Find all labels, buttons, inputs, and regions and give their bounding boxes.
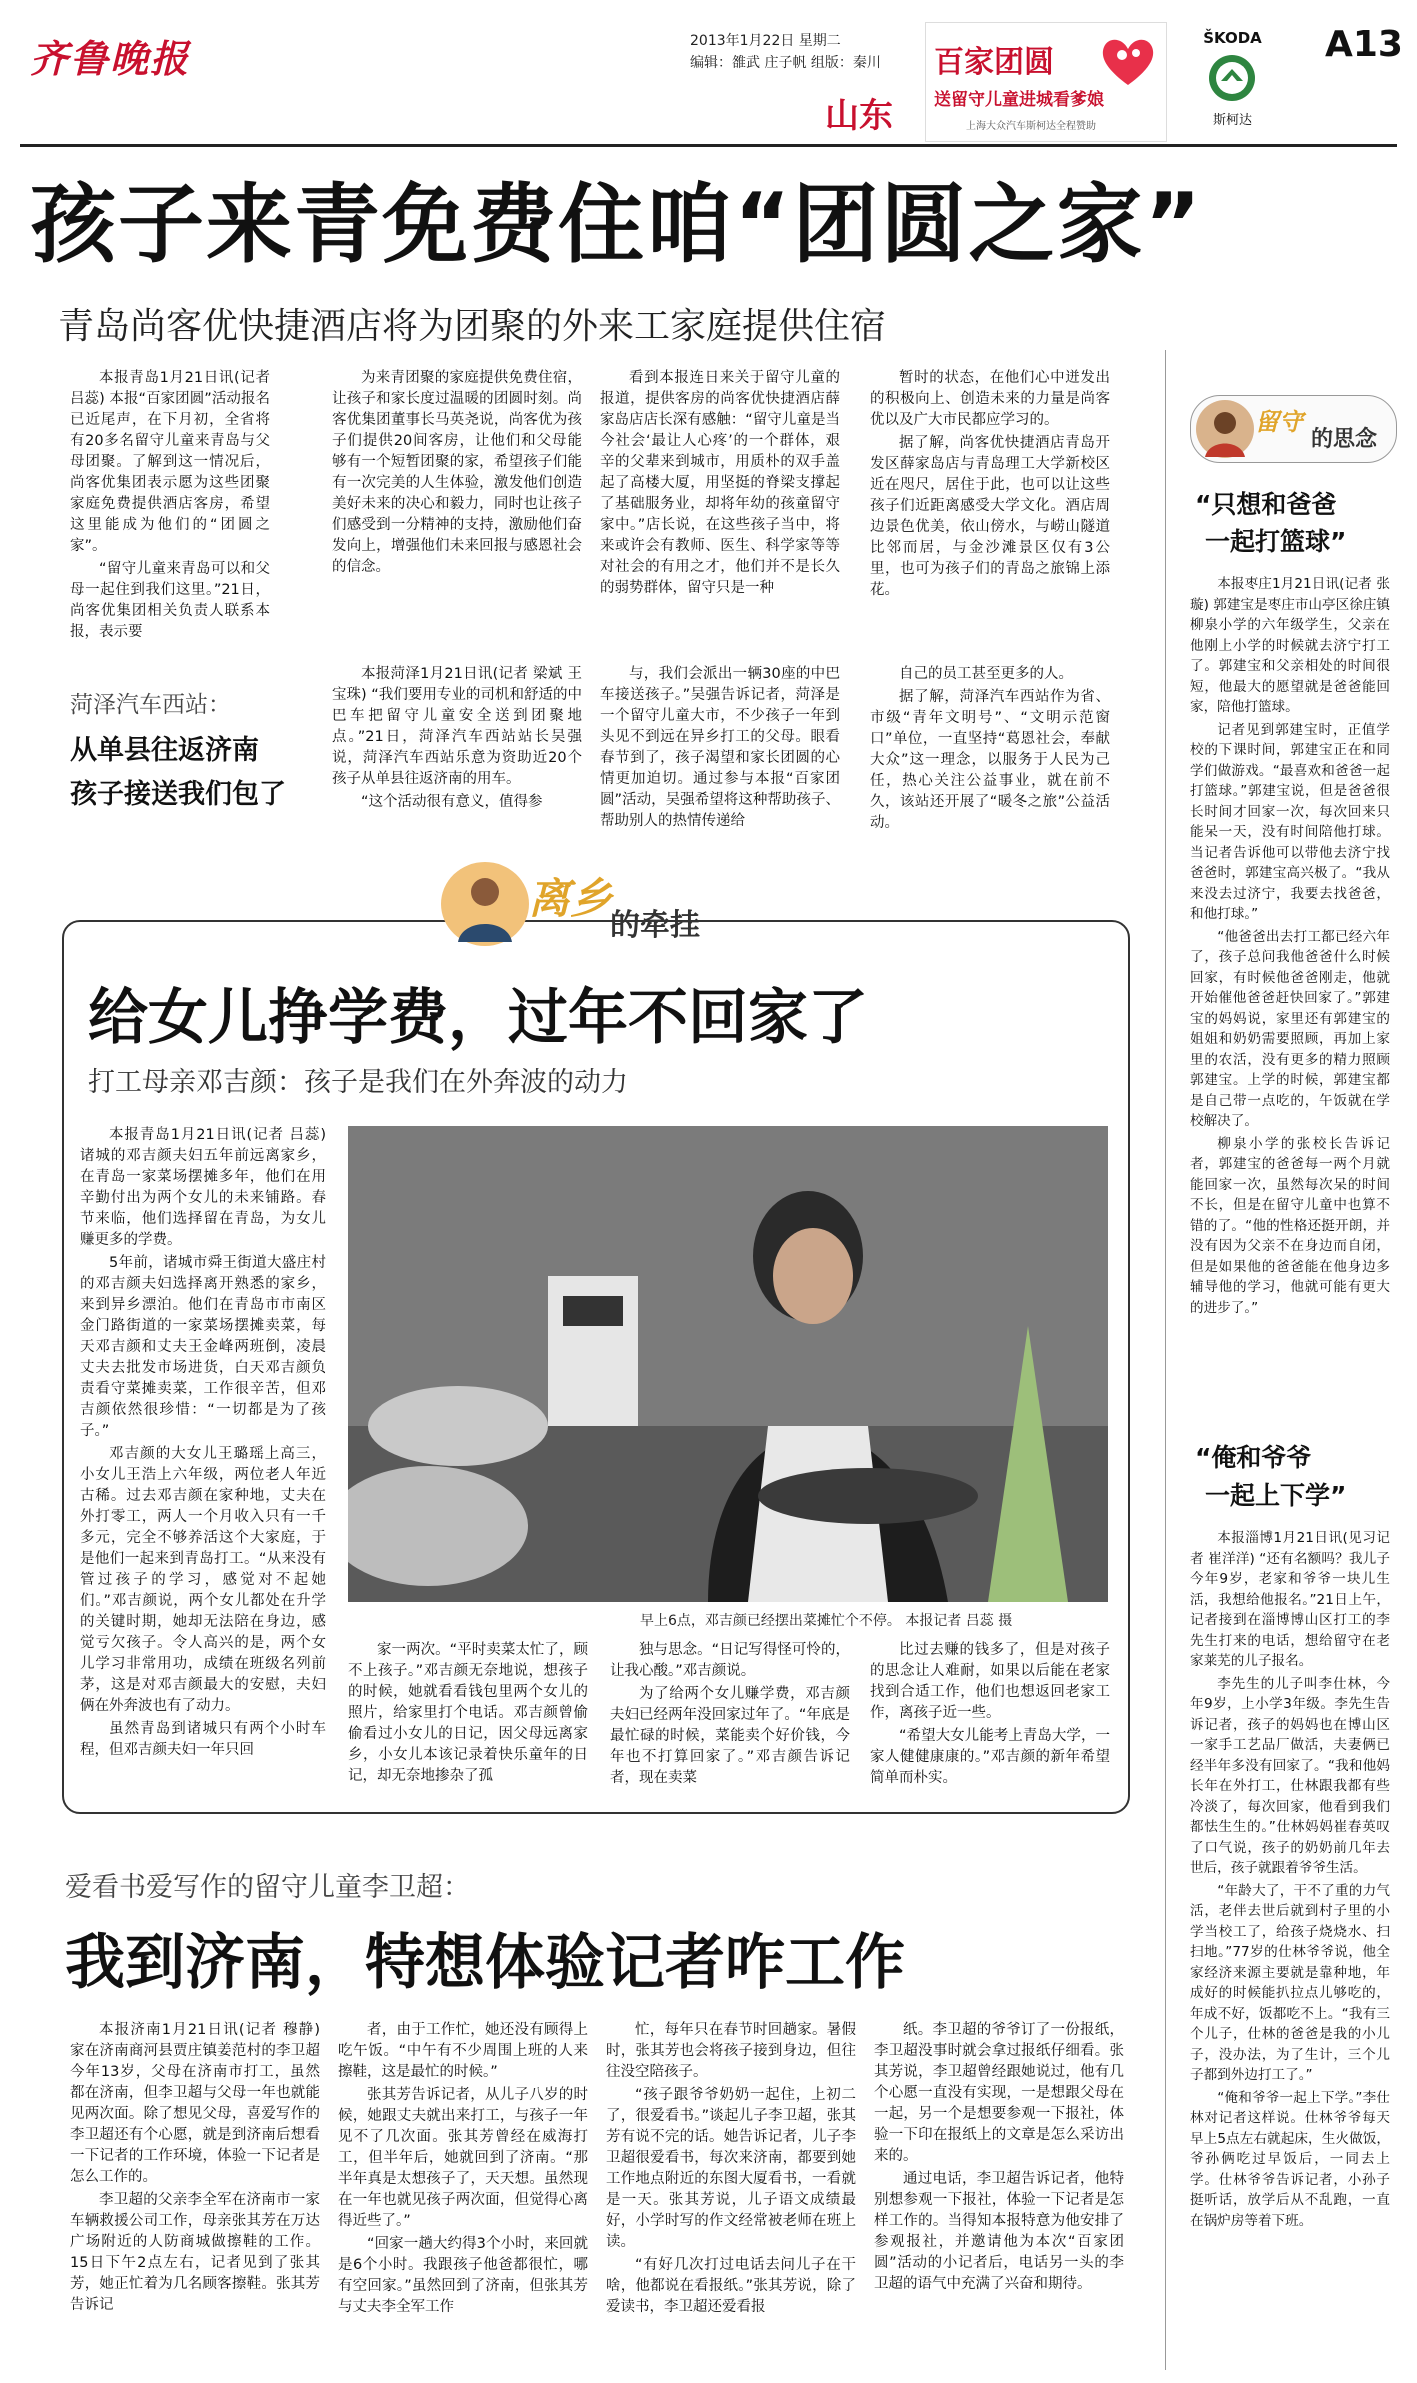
child-photo-icon bbox=[1195, 399, 1255, 459]
story2-headline-line1: 从单县往返济南 bbox=[70, 735, 259, 766]
feature-bottom-col4-p2: “希望大女儿能考上青岛大学，一家人健健康康的。”邓吉颜的新年希望简单而朴实。 bbox=[870, 1728, 1110, 1786]
feature-label-small: 的牵挂 bbox=[610, 908, 700, 943]
story3-col2 bbox=[338, 2020, 588, 2370]
story2-headline-line2: 孩子接送我们包了 bbox=[70, 779, 286, 810]
story1-col1-p2: “留守儿童来青岛可以和父母一起住到我们这里。”21日，尚客优集团相关负责人联系本报，表示要 bbox=[70, 561, 270, 640]
heart-family-icon bbox=[1096, 29, 1160, 93]
feature-bottom-col3-p1: 独与思念。“日记写得怪可怜的，让我心酸。”邓吉颜说。 bbox=[610, 1642, 850, 1679]
feature-title: 给女儿挣学费，过年不回家了 bbox=[88, 983, 868, 1053]
story3-title: 我到济南，特想体验记者咋工作 bbox=[65, 1928, 905, 1998]
sidebar-b-p1: 本报淄博1月21日讯(见习记者 崔洋洋) “还有名额吗？我儿子今年9岁，老家和爷爷一块儿生活，我想给他报名。”21日上午，记者接到在淄博博山区打工的李先生打来的电话，想给留守在老家莱芜的儿子报名。 bbox=[1190, 1530, 1390, 1669]
story2-col2-p1: 本报菏泽1月21日讯(记者 梁斌 王宝珠) “我们要用专业的司机和舒适的中巴车把留守儿童安全送到团聚地点。”21日，菏泽汽车西站站长吴强说，菏泽汽车西站乐意为资助近20个孩子从单县往返济南的用车。 bbox=[332, 666, 582, 787]
sidebar-header bbox=[1190, 395, 1397, 463]
sidebar-b-p4: “俺和爷爷一起上下学。”李仕林对记者这样说。仕林爷爷每天早上5点左右就起床，生火做饭，爷孙俩吃过早饭后，一同去上学。仕林爷爷告诉记者，小孙子挺听话，放学后从不乱跑，一直在锅炉房等着下班。 bbox=[1190, 2089, 1390, 2229]
sidebar-story-a bbox=[1190, 574, 1390, 1434]
story3-col4-p2: 通过电话，李卫超告诉记者，他特别想参观一下报社，体验一下记者是怎样工作的。当得知本报特意为他安排了参观报社，并邀请他为本次“百家团圆”活动的小记者后，电话另一头的李卫超的语气中充满了兴奋和期待。 bbox=[874, 2171, 1124, 2292]
page-number: A13 bbox=[1325, 24, 1403, 65]
story2-col3-p1: 与，我们会派出一辆30座的中巴车接送孩子。”吴强告诉记者，菏泽是一个留守儿童大市，不少孩子一年到头见不到远在异乡打工的父母。眼看春节到了，孩子渴望和家长团圆的心情更加迫切。通过参与本报“百家团圆”活动，吴强希望将这种帮助孩子、帮助别人的热情传递给 bbox=[600, 666, 840, 829]
sidebar-story-b bbox=[1190, 1528, 1390, 2373]
date-line: 2013年1月22日 星期二 bbox=[690, 33, 841, 49]
story2-col4-p2: 据了解，菏泽汽车西站作为省、市级“青年文明号”、“文明示范窗口”单位，一直坚持“葛恩社会，奉献大众”这一理念，以服务于人民为己任，热心关注公益事业，就在前不久，该站还开展了“暖冬之旅”公益活动。 bbox=[870, 689, 1110, 831]
story1-col4-p1: 暂时的状态，在他们心中迸发出的积极向上、创造未来的力量是尚客优以及广大市民都应学习的。 bbox=[870, 370, 1110, 428]
feature-subtitle: 打工母亲邓吉颜：孩子是我们在外奔波的动力 bbox=[88, 1067, 628, 1098]
story3-col3-p1: 忙，每年只在春节时回趟家。暑假时，张其芳也会将孩子接到身边，但往往没空陪孩子。 bbox=[606, 2022, 856, 2080]
sponsor-brand: ŠKODA bbox=[1203, 29, 1262, 47]
story3-col2-p2: 张其芳告诉记者，从儿子八岁的时候，她跟丈夫就出来打工，与孩子一年见不了几次面。张其芳曾经在威海打工，但半年后，她就回到了济南。“那半年真是太想孩子了，天天想。虽然现在一年也就见孩子两次面，但觉得心离得近些了。” bbox=[338, 2087, 588, 2229]
feature-bottom-col4 bbox=[870, 1640, 1110, 1800]
main-subheadline: 青岛尚客优快捷酒店将为团聚的外来工家庭提供住宿 bbox=[58, 306, 887, 347]
story1-col2-p1: 为来青团聚的家庭提供免费住宿，让孩子和家长度过温暖的团圆时刻。尚客优集团董事长马英尧说，尚客优为孩子们提供20间客房，让他们和父母能够有一个短暂团聚的家，希望孩子们能有一次完美的人生体验，激发他们创造美好未来的决心和毅力，同时也让孩子们感受到一分精神的支持，激励他们奋发向上，增强他们未来回报与感恩社会的信念。 bbox=[332, 370, 582, 575]
feature-left-p2: 5年前，诸城市舜王街道大盛庄村的邓吉颜夫妇选择离开熟悉的家乡，来到异乡漂泊。他们在青岛市市南区金门路街道的一家菜场摆摊卖菜，每天邓吉颜和丈夫王金峰两班倒，凌晨丈夫去批发市场进货，白天邓吉颜负责看守菜摊卖菜，工作很辛苦，但邓吉颜依然很珍惜：“一切都是为了孩子。” bbox=[80, 1255, 326, 1439]
vendor-photo bbox=[348, 1126, 1108, 1602]
sidebar-b-p3: “年龄大了，干不了重的力气活，老伴去世后就到村子里的小学当校工了，给孩子烧烧水、扫扫地。”77岁的仕林爷爷说，他全家经济来源主要就是靠种地，年成好的时候能扒拉点儿够吃的，年成不好，饭都吃不上。“我有三个儿子，仕林的爸爸是我的小儿子，没办法，为了生计，三个儿子都到外边打工了。” bbox=[1190, 1882, 1390, 2083]
editors-line: 编辑：雒武 庄子帆 组版：秦川 bbox=[690, 55, 881, 71]
feature-left-p1: 本报青岛1月21日讯(记者 吕蕊) 诸城的邓吉颜夫妇五年前远离家乡，在青岛一家菜场摆摊多年，他们在用辛勤付出为两个女儿的未来铺路。春节来临，他们选择留在青岛，为女儿赚更多的学费。 bbox=[80, 1127, 326, 1248]
story1-col1 bbox=[70, 368, 270, 648]
sponsor-brand-cn: 斯柯达 bbox=[1212, 113, 1252, 128]
photo-caption: 早上6点，邓吉颜已经摆出菜摊忙个不停。 本报记者 吕蕊 摄 bbox=[640, 1613, 1013, 1629]
story3-col1-p1: 本报济南1月21日讯(记者 穆静) 家在济南商河县贾庄镇姜范村的李卫超今年13岁，父母在济南市打工，虽然都在济南，但李卫超与父母一年也就能见两次面。除了想见父母，喜爱写作的李卫超还有个心愿，就是到济南后想看一下记者的工作环境，体验一下记者是怎么工作的。 bbox=[70, 2022, 320, 2185]
sidebar-story-a-title-1: “只想和爸爸 bbox=[1195, 490, 1337, 519]
sidebar-label-small: 的思念 bbox=[1311, 427, 1378, 452]
story3-col3-p2: “孩子跟爷爷奶奶一起住，上初二了，很爱看书。”谈起儿子李卫超，张其芳有说不完的话。她告诉记者，儿子李卫超很爱看书，每次来济南，都要到她工作地点附近的东图大厦看书，一看就是一天。张其芳说，儿子语文成绩最好，小学时写的作文经常被老师在班上读。 bbox=[606, 2087, 856, 2250]
sponsor-logo bbox=[1195, 25, 1270, 135]
story1-col4 bbox=[870, 368, 1110, 648]
sidebar-story-a-title-2: 一起打篮球” bbox=[1205, 527, 1347, 556]
feature-bottom-col3 bbox=[610, 1640, 850, 1800]
sidebar-label-big: 留守 bbox=[1255, 408, 1303, 436]
story3-col3 bbox=[606, 2020, 856, 2370]
feature-left-col bbox=[80, 1125, 326, 1780]
story2-col4 bbox=[870, 664, 1110, 840]
story2-col2 bbox=[332, 664, 582, 840]
story2-kicker: 菏泽汽车西站： bbox=[70, 692, 231, 718]
portrait-photo-icon bbox=[440, 860, 530, 948]
sidebar-a-p1: 本报枣庄1月21日讯(记者 张璇) 郭建宝是枣庄市山亭区徐庄镇柳泉小学的六年级学生，父亲在他刚上小学的时候就去济宁打工了。郭建宝和父亲相处的时间很短，他最大的愿望就是爸爸能回家，陪他打篮球。 bbox=[1190, 576, 1390, 715]
sidebar-a-p2: 记者见到郭建宝时，正值学校的下课时间，郭建宝正在和同学们做游戏。“最喜欢和爸爸一起打篮球。”郭建宝说，但是爸爸很长时间才回家一次，每次回来只能呆一天，没有时间陪他打球。当记者告诉他可以带他去济宁找爸爸时，郭建宝高兴极了。“我从来没去过济宁，我要去找爸爸，和他打球。” bbox=[1190, 721, 1390, 922]
story1-col3-p1: 看到本报连日来关于留守儿童的报道，提供客房的尚客优快捷酒店薛家岛店店长深有感触：“留守儿童是当今社会‘最让人心疼’的一个群体，艰辛的父辈来到城市，用质朴的双手盖起了高楼大厦，用坚挺的脊梁支撑起了基础服务业，却将年幼的孩童留守家中。”店长说，在这些孩子当中，将来或许会有教师、医生、科学家等等对社会的有用之才，他们并不是长久的弱势群体，留守只是一种 bbox=[600, 370, 840, 596]
campaign-banner bbox=[925, 22, 1167, 142]
campaign-slogan: 送留守儿童进城看爹娘 bbox=[934, 90, 1104, 110]
feature-bottom-col3-p2: 为了给两个女儿赚学费，邓吉颜夫妇已经两年没回家过年了。“年底是最忙碌的时候，菜能卖个好价钱，今年也不打算回家了。”邓吉颜告诉记者，现在卖菜 bbox=[610, 1686, 850, 1786]
story2-col4-p1: 自己的员工甚至更多的人。 bbox=[899, 666, 1073, 682]
story3-col2-p1: 者，由于工作忙，她还没有顾得上吃午饭。“中午有不少周围上班的人来擦鞋，这是最忙的时候。” bbox=[338, 2022, 588, 2080]
story1-col3 bbox=[600, 368, 840, 648]
story1-col1-p1: 本报青岛1月21日讯(记者 吕蕊) 本报“百家团圆”活动报名已近尾声，在下月初，全省将有20多名留守儿童来青岛与父母团聚。了解到这一情况后，尚客优集团表示愿为这些团聚家庭免费提供酒店客房，希望这里能成为他们的“团圆之家”。 bbox=[70, 370, 270, 554]
story1-col4-p2: 据了解，尚客优快捷酒店青岛开发区薛家岛店与青岛理工大学新校区近在咫尺，居住于此，也可以让这些孩子们近距离感受大学文化。酒店周边景色优美，依山傍水，与崂山隧道比邻而居，与金沙滩景区仅有3公里，也可为孩子们的青岛之旅锦上添花。 bbox=[870, 435, 1110, 598]
story3-col1 bbox=[70, 2020, 320, 2370]
feature-label-big: 离乡 bbox=[528, 874, 613, 923]
skoda-logo-icon bbox=[1207, 53, 1257, 103]
sidebar-divider bbox=[1165, 350, 1166, 2370]
sidebar-story-b-title-1: “俺和爷爷 bbox=[1195, 1443, 1312, 1472]
story3-col1-p2: 李卫超的父亲李全军在济南市一家车辆救援公司工作，母亲张其芳在万达广场附近的人防商城做擦鞋的工作。15日下午2点左右，记者见到了张其芳，她正忙着为几名顾客擦鞋。张其芳告诉记 bbox=[70, 2192, 320, 2313]
feature-bottom-col2 bbox=[348, 1640, 588, 1800]
sidebar-b-p2: 李先生的儿子叫李仕林，今年9岁，上小学3年级。李先生告诉记者，孩子的妈妈也在博山区一家手工艺品厂做活，夫妻俩已经半年多没有回家了。“我和他妈长年在外打工，仕林跟我都有些冷淡了，每次回家，他看到我们都怯生生的。”仕林妈妈崔春英叹了口气说，孩子的奶奶前几年去世后，孩子就跟着爷爷生活。 bbox=[1190, 1675, 1390, 1876]
story3-col4-p1: 纸。李卫超的爷爷订了一份报纸，李卫超没事时就会拿过报纸仔细看。张其芳说，李卫超曾经跟她说过，他有几个心愿一直没有实现，一是想跟父母在一起，另一个是想要参观一下报社，体验一下印在报纸上的文章是怎么采访出来的。 bbox=[874, 2022, 1124, 2164]
sidebar-a-p4: 柳泉小学的张校长告诉记者，郭建宝的爸爸每一两个月就能回家一次，虽然每次呆的时间不长，但是在留守儿童中也算不错的了。“他的性格还挺开朗，并没有因为父亲不在身边而自闭，但是如果他的爸爸能在他身边多辅导他的学习，他就可能有更大的进步了。” bbox=[1190, 1135, 1390, 1316]
paper-name: 齐鲁晚报 bbox=[30, 36, 191, 81]
story3-col2-p3: “回家一趟大约得3个小时，来回就是6个小时。我跟孩子他爸都很忙，哪有空回家。”虽然回到了济南，但张其芳与丈夫李全军工作 bbox=[338, 2236, 588, 2315]
story2-col2-p2: “这个活动很有意义，值得参 bbox=[361, 794, 543, 810]
masthead-rule bbox=[20, 144, 1397, 147]
feature-left-p3: 邓吉颜的大女儿王璐瑶上高三，小女儿王浩上六年级，两位老人年近古稀。过去邓吉颜在家种地，丈夫在外打零工，两人一个月收入只有一千多元，完全不够养活这个大家庭，于是他们一起来到青岛打工。“从来没有管过孩子的学习，感觉对不起她们。”邓吉颜说，两个女儿都处在升学的关键时期，她却无法陪在身边，感觉亏欠孩子。令人高兴的是，两个女儿学习非常用功，成绩在班级名列前茅，这是对邓吉颜最大的安慰，夫妇俩在外奔波也有了动力。 bbox=[80, 1446, 326, 1714]
feature-bottom-col2-p1: 家一两次。“平时卖菜太忙了，顾不上孩子。”邓吉颜无奈地说，想孩子的时候，她就看看钱包里两个女儿的照片，给家里打个电话。邓吉颜曾偷偷看过小女儿的日记，因父母远离家乡，小女儿本该记录着快乐童年的日记，却无奈地掺杂了孤 bbox=[348, 1642, 588, 1784]
feature-left-p4: 虽然青岛到诸城只有两个小时车程，但邓吉颜夫妇一年只回 bbox=[80, 1721, 326, 1758]
feature-section-label bbox=[440, 860, 740, 950]
vendor-photo-illustration bbox=[348, 1126, 1108, 1602]
sponsor-line: 上海大众汽车斯柯达全程赞助 bbox=[966, 121, 1096, 132]
story3-col4 bbox=[874, 2020, 1124, 2370]
feature-bottom-col4-p1: 比过去赚的钱多了，但是对孩子的思念让人难耐，如果以后能在老家找到合适工作，他们也想返回老家工作，离孩子近一些。 bbox=[870, 1642, 1110, 1721]
masthead bbox=[0, 0, 1417, 150]
story1-col2 bbox=[332, 368, 582, 648]
sidebar-a-p3: “他爸爸出去打工都已经六年了，孩子总问我他爸爸什么时候回家，有时候他爸爸刚走，他就开始催他爸爸赶快回家了。”郭建宝的妈妈说，家里还有郭建宝的姐姐和奶奶需要照顾，再加上家里的农活，没有更多的精力照顾郭建宝。上学的时候，郭建宝都是自己带一点吃的，午饭就在学校解决了。 bbox=[1190, 928, 1390, 1129]
story3-kicker: 爱看书爱写作的留守儿童李卫超： bbox=[65, 1872, 470, 1903]
story2-col3 bbox=[600, 664, 840, 840]
region-label: 山东 bbox=[825, 96, 893, 136]
main-headline: 孩子来青免费住咱“团圆之家” bbox=[30, 175, 1204, 275]
story3-col3-p3: “有好几次打过电话去问儿子在干啥，他都说在看报纸。”张其芳说，除了爱读书，李卫超还爱看报 bbox=[606, 2257, 856, 2315]
sidebar-story-b-title-2: 一起上下学” bbox=[1205, 1481, 1347, 1510]
campaign-name: 百家团圆 bbox=[934, 45, 1054, 80]
